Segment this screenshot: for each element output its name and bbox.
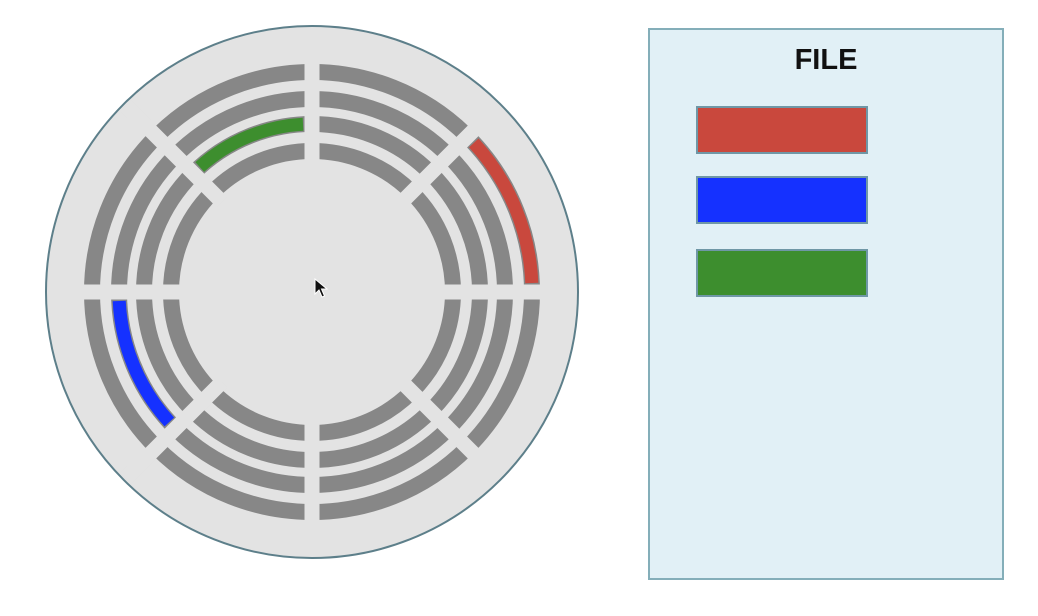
- file-title: FILE: [794, 44, 858, 76]
- file-block-red: [696, 106, 868, 154]
- file-block-green: [696, 249, 868, 297]
- file-panel: [648, 28, 1004, 580]
- file-block-blue: [696, 176, 868, 224]
- arrow-cursor-icon: [314, 278, 330, 300]
